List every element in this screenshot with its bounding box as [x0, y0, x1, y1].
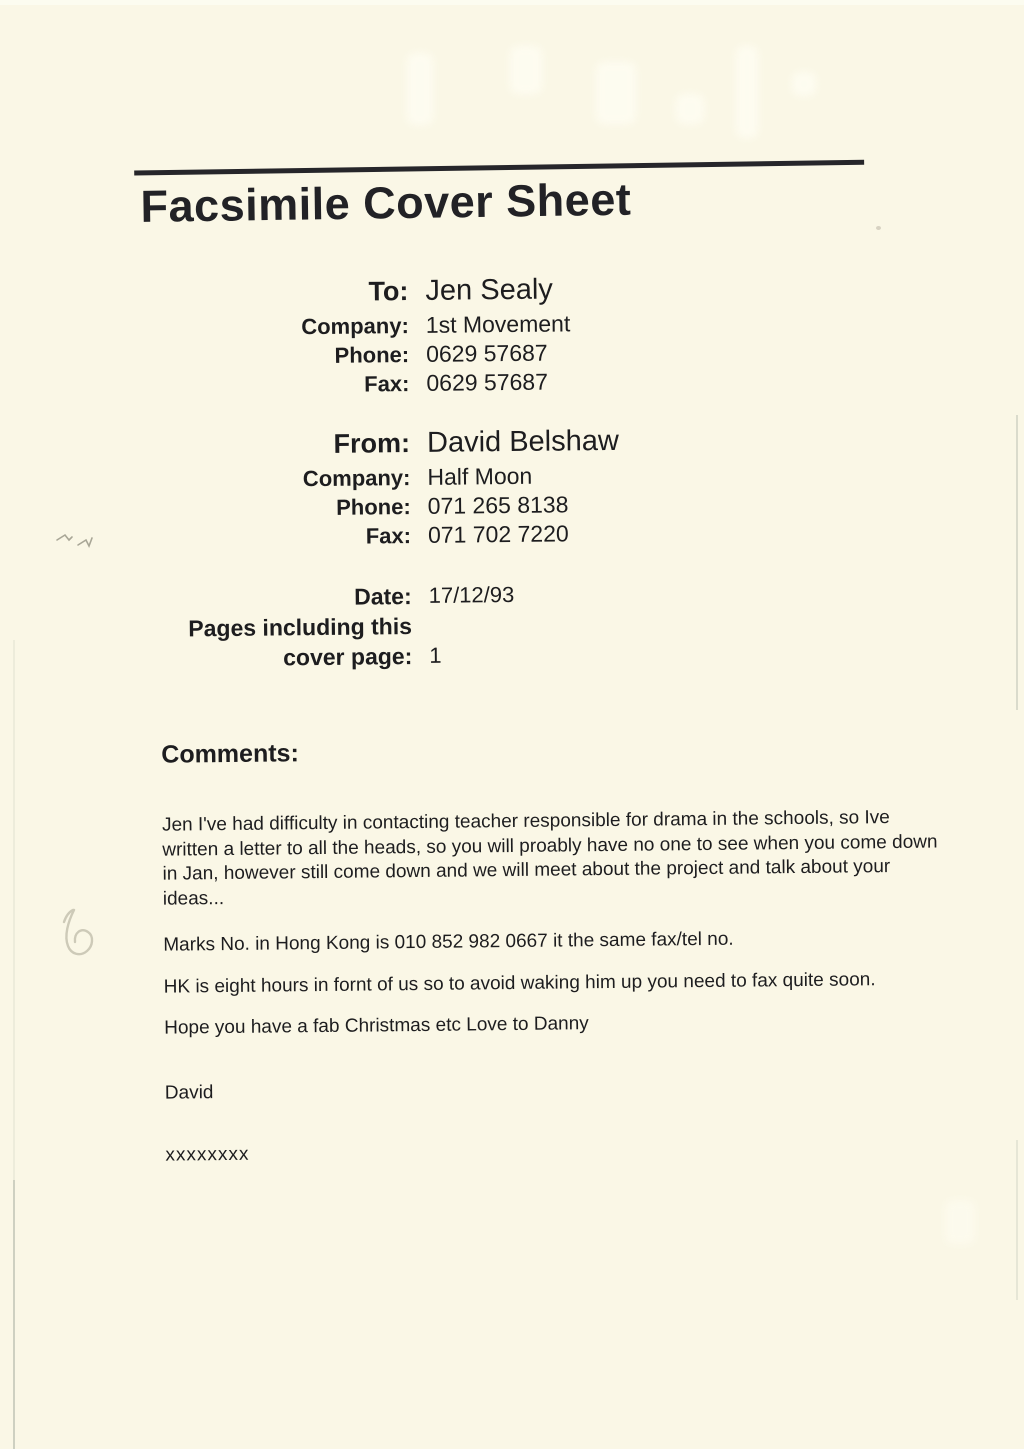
to-phone-value: 0629 57687 [425, 339, 548, 367]
to-value: Jen Sealy [425, 273, 553, 307]
comments-paragraph1-line4: ideas... [162, 887, 225, 910]
from-phone-label: Phone: [336, 494, 411, 520]
to-company-label: Company: [301, 313, 409, 340]
pages-label-line1: Pages including this [188, 613, 413, 642]
comments-body [161, 806, 938, 1168]
from-phone-value: 071 265 8138 [427, 491, 569, 519]
sender-block [0, 418, 898, 554]
page-title: Facsimile Cover Sheet [140, 173, 632, 232]
from-fax-label: Fax: [365, 523, 412, 549]
kisses-line: xxxxxxxx [165, 1143, 250, 1166]
comments-paragraph2: Marks No. in Hong Kong is 010 852 982 0667 it the same fax/tel no. [163, 928, 734, 956]
to-fax-value: 0629 57687 [426, 368, 549, 396]
from-value: David Belshaw [426, 424, 620, 459]
date-label: Date: [354, 583, 412, 610]
to-label: To: [368, 276, 409, 307]
comments-paragraph1-line1: Jen I've had difficulty in contacting teacher responsible for drama in the schools, so Ive [161, 807, 890, 836]
from-company-value: Half Moon [427, 462, 533, 490]
pages-value: 1 [429, 642, 442, 668]
from-company-label: Company: [302, 465, 411, 492]
to-phone-label: Phone: [334, 342, 410, 368]
to-company-value: 1st Movement [425, 310, 571, 338]
from-label: From: [333, 428, 411, 459]
comments-paragraph4: Hope you have a fab Christmas etc Love to Danny [164, 1013, 589, 1039]
to-fax-label: Fax: [364, 371, 410, 397]
pages-value-spacer [429, 606, 899, 641]
title-rule [134, 160, 864, 176]
date-pages-block [0, 576, 899, 675]
comments-heading: Comments: [161, 739, 299, 769]
from-fax-value: 071 702 7220 [427, 520, 569, 548]
pages-label-line2: cover page: [283, 643, 413, 671]
date-value: 17/12/93 [428, 581, 515, 608]
comments-paragraph1-line3: in Jan, however still come down and we will meet about the project and talk about your [162, 856, 891, 885]
signature: David [164, 1081, 214, 1104]
recipient-block [0, 266, 897, 402]
comments-paragraph3: HK is eight hours in fornt of us so to avoid waking him up you need to fax quite soon. [163, 968, 876, 998]
comments-paragraph1-line2: written a letter to all the heads, so you will proably have no one to see when you come down [162, 831, 938, 861]
